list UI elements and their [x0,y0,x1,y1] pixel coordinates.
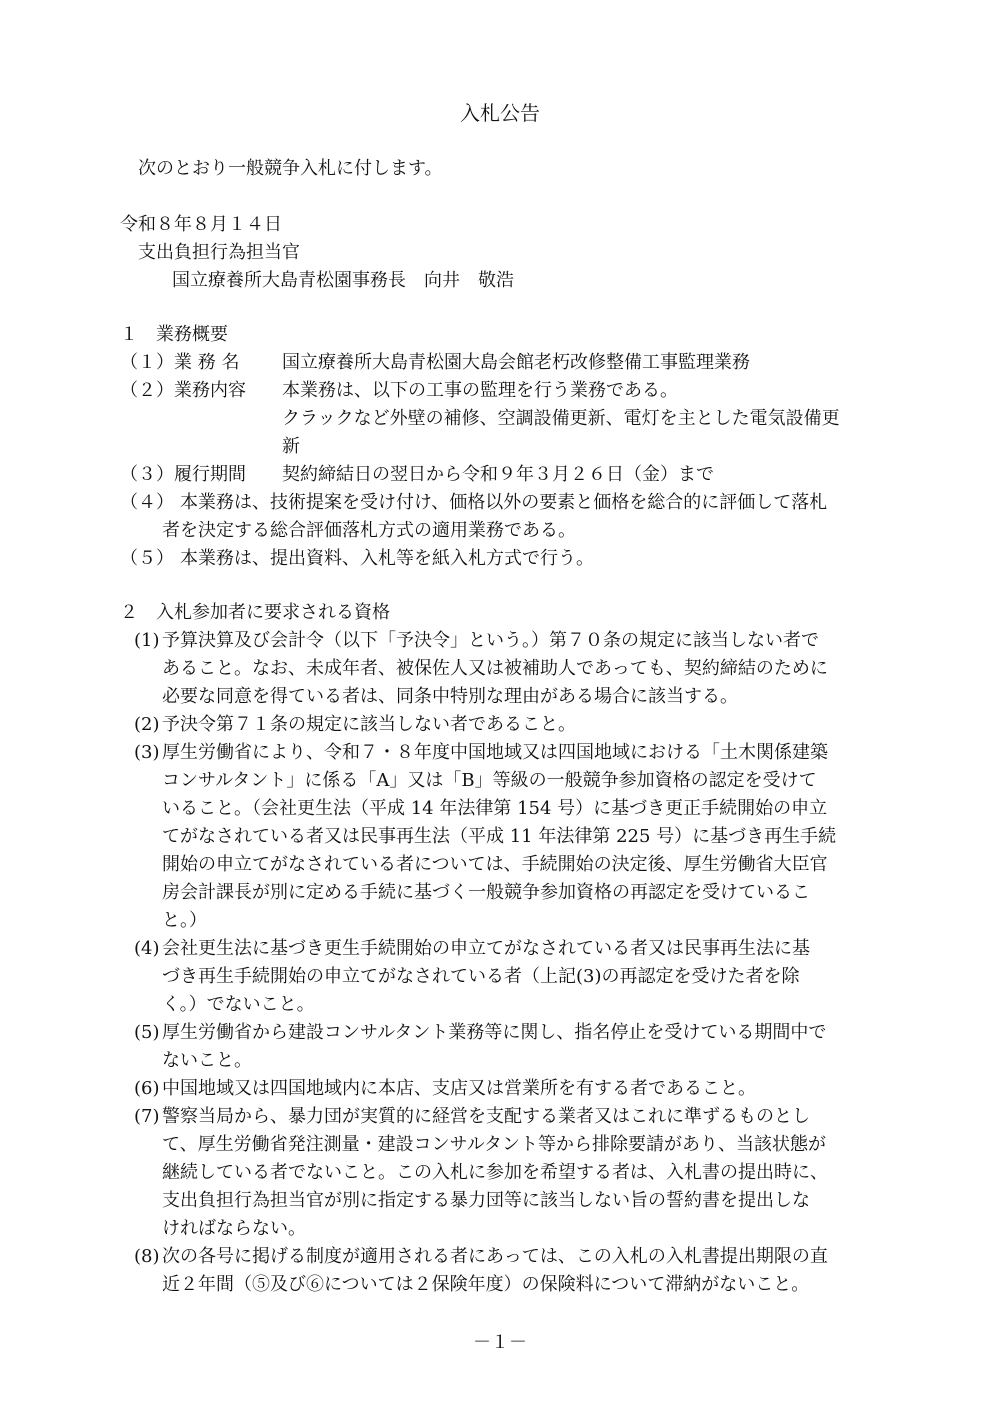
s2-item7-line1: 警察当局から、暴力団が実質的に経営を支配する業者又はこれに準ずるものとし [162,1106,810,1127]
s2-item3-line1: 厚生労働省により、令和７・８年度中国地域又は四国地域における「土木関係建築 [162,742,828,763]
s2-item7-line3: 継続している者でないこと。この入札に参加を希望する者は、入札書の提出時に、 [162,1162,828,1183]
s2-item4-line1: 会社更生法に基づき更生手続開始の申立てがなされている者又は民事再生法に基 [162,938,810,959]
s2-item8-label: (8) [134,1246,160,1267]
s2-item3-line5: 開始の申立てがなされている者については、手続開始の決定後、厚生労働省大臣官 [162,854,828,875]
s2-item8-line1: 次の各号に掲げる制度が適用される者にあっては、この入札の入札書提出期限の直 [162,1246,828,1267]
notice-date: 令和８年８月１４日 [120,214,282,235]
s2-item4-line2: づき再生手続開始の申立てがなされている者（上記(3)の再認定を受けた者を除 [162,966,800,987]
s2-item4-label: (4) [134,938,160,959]
s1-item3-text: 契約締結日の翌日から令和９年３月２６日（金）まで [282,464,714,485]
s2-item1-label: (1) [134,630,160,651]
s2-item4-line3: く。）でないこと。 [162,994,315,1015]
s2-item3-line6: 房会計課長が別に定める手続に基づく一般競争参加資格の再認定を受けているこ [162,882,810,903]
s1-item2-text: 本業務は、以下の工事の監理を行う業務である。 [282,380,678,401]
s2-item6-line1: 中国地域又は四国地域内に本店、支店又は営業所を有する者であること。 [162,1078,756,1099]
s2-item8-line2: 近２年間（⑤及び⑥については２保険年度）の保険料について滞納がないこと。 [162,1274,810,1295]
s1-item1-label: （１）業 務 名 [120,352,240,373]
s2-item3-line3: いること。（会社更生法（平成 14 年法律第 154 号）に基づき更正手続開始の申立 [162,798,828,819]
section2-heading: ２ 入札参加者に要求される資格 [120,602,390,623]
s1-item2-label: （２）業務内容 [120,380,246,401]
s2-item2-line1: 予決令第７１条の規定に該当しない者であること。 [162,714,576,735]
section1-heading: １ 業務概要 [120,324,228,345]
s1-item4-cont1: 者を決定する総合評価落札方式の適用業務である。 [162,520,576,541]
s1-item5-text: 本業務は、提出資料、入札等を紙入札方式で行う。 [180,548,594,569]
s1-item1-text: 国立療養所大島青松園大島会館老朽改修整備工事監理業務 [282,352,750,373]
intro-text: 次のとおり一般競争入札に付します。 [138,158,443,179]
s2-item3-line4: てがなされている者又は民事再生法（平成 11 年法律第 225 号）に基づき再生手続 [162,826,837,847]
s2-item7-line2: て、厚生労働省発注測量・建設コンサルタント等から排除要請があり、当該状態が [162,1134,827,1155]
s1-item3-label: （３）履行期間 [120,464,246,485]
s2-item5-label: (5) [134,1022,160,1043]
official-title: 支出負担行為担当官 [138,242,300,263]
page-title: 入札公告 [460,101,540,125]
s2-item7-line5: ければならない。 [162,1218,306,1239]
s2-item1-line2: あること。なお、未成年者、被保佐人又は被補助人であっても、契約締結のために [162,658,828,679]
official-name: 国立療養所大島青松園事務長 向井 敬浩 [172,270,514,291]
s1-item4-label: （４） [120,492,174,513]
s2-item2-label: (2) [134,714,160,735]
s2-item6-label: (6) [134,1078,160,1099]
s2-item1-line3: 必要な同意を得ている者は、同条中特別な理由がある場合に該当する。 [162,686,738,707]
s1-item4-text: 本業務は、技術提案を受け付け、価格以外の要素と価格を総合的に評価して落札 [180,492,828,513]
s1-item5-label: （５） [120,548,174,569]
s1-item2-cont2: 新 [282,436,300,457]
s2-item5-line1: 厚生労働省から建設コンサルタント業務等に関し、指名停止を受けている期間中で [162,1022,827,1043]
page-number: －１－ [473,1332,527,1353]
s2-item1-line1: 予算決算及び会計令（以下「予決令」という。）第７０条の規定に該当しない者で [162,630,819,651]
s1-item2-cont1: クラックなど外壁の補修、空調設備更新、電灯を主とした電気設備更 [282,408,840,429]
s2-item7-line4: 支出負担行為担当官が別に指定する暴力団等に該当しない旨の誓約書を提出しな [162,1190,810,1211]
s2-item7-label: (7) [134,1106,160,1127]
s2-item3-label: (3) [134,742,160,763]
s2-item3-line7: と。） [162,910,207,931]
s2-item5-line2: ないこと。 [162,1050,252,1071]
s2-item3-line2: コンサルタント」に係る「A」又は「B」等級の一般競争参加資格の認定を受けて [162,770,817,791]
